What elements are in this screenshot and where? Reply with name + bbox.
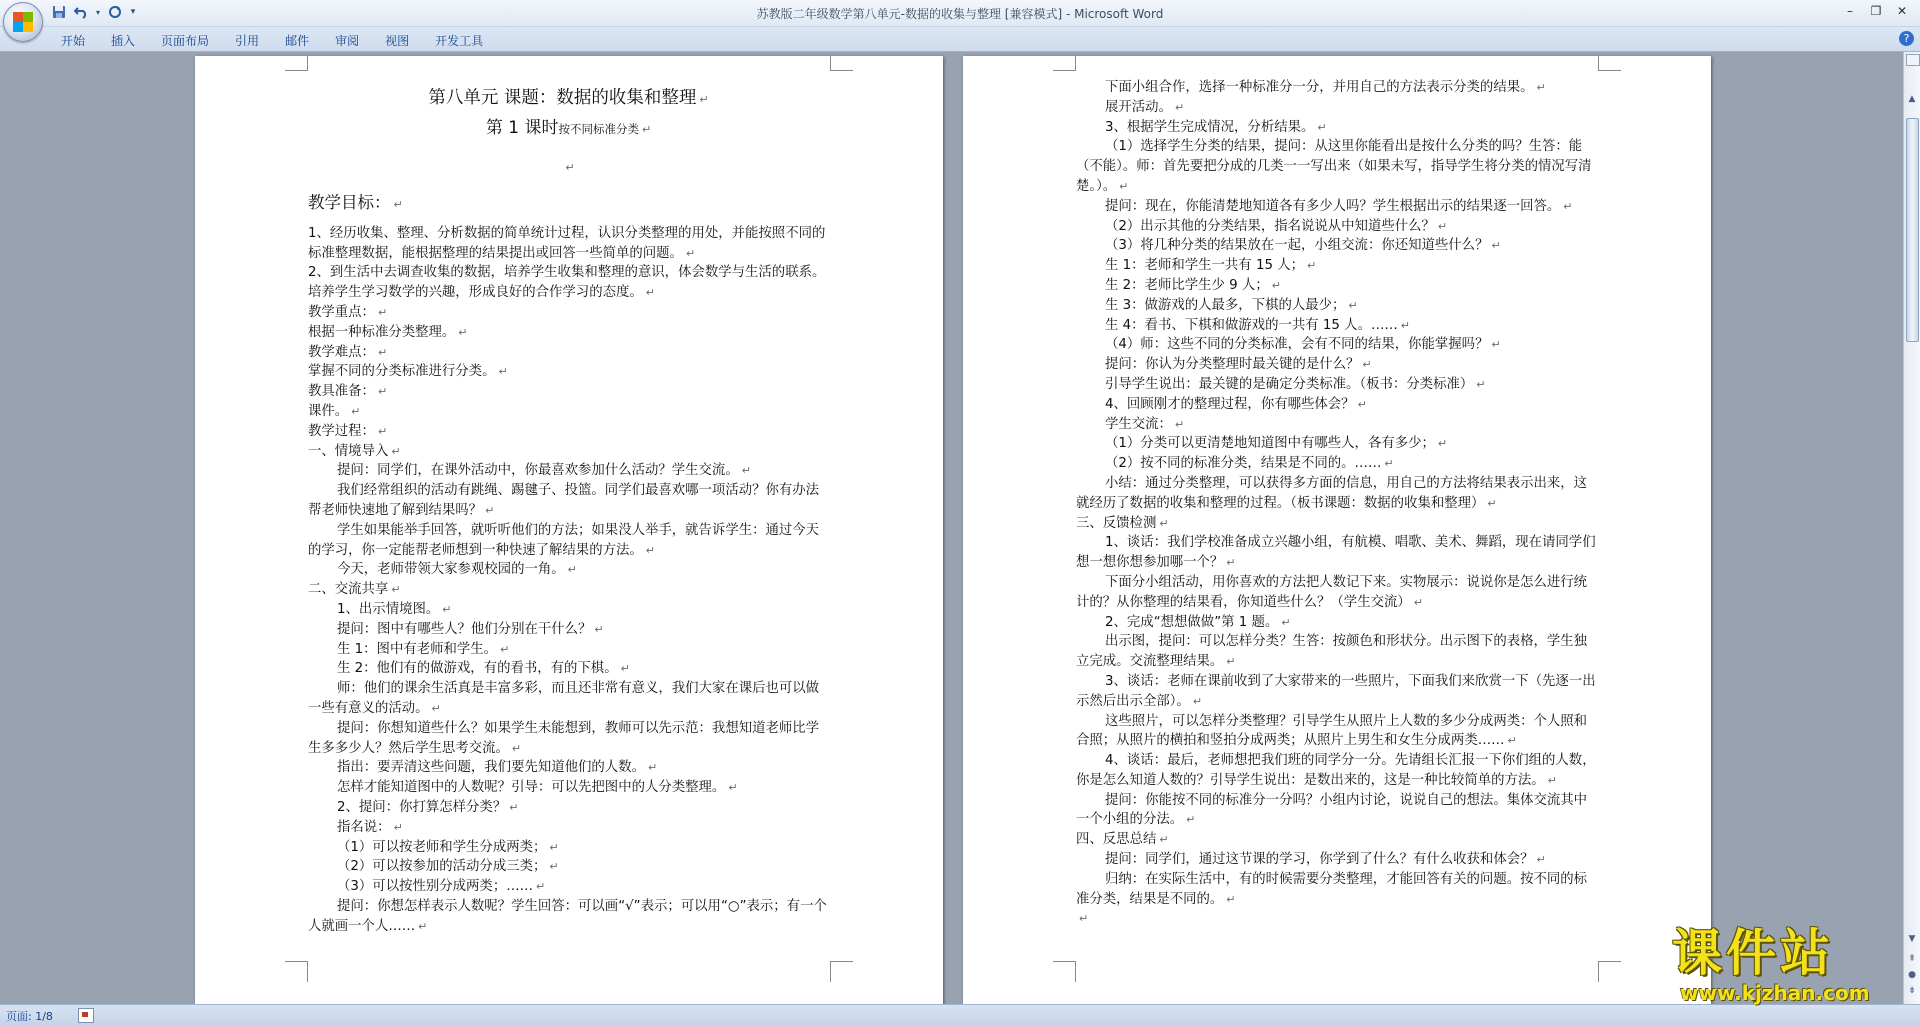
page-1-paragraphs [308,224,829,937]
paragraph-text: 2、提问：你打算怎样分类？ [337,799,507,815]
paragraph-text: 生 2：老师比学生少 9 人； [1105,277,1269,293]
paragraph-text: 生 1：老师和学生一共有 15 人； [1105,258,1305,274]
paragraph-mark-icon: ↵ [1159,833,1169,847]
customize-toolbar-icon[interactable]: ▾ [130,7,136,17]
help-icon[interactable]: ? [1899,31,1914,46]
paragraph-text: 提问：你认为分类整理时最关键的是什么？ [1105,357,1360,373]
paragraph-text: 2、完成“想想做做”第 1 题。 [1105,614,1279,630]
paragraph [1076,78,1597,98]
watermark-logo [1672,925,1908,1007]
title-bar [0,0,1920,27]
paragraph-text: 1、经历收集、整理、分析数据的简单统计过程，认识分类整理的用处，并能按照不同的标准整理数据，能根据整理的结果提出或回答一些简单的问题。 [308,225,826,261]
document-title: 苏教版二年级数学第八单元-数据的收集与整理 [兼容模式] [756,7,1063,21]
paragraph [1076,672,1597,712]
page-2-body[interactable] [1076,78,1597,929]
paragraph [1076,415,1597,435]
paragraph-text: 根据一种标准分类整理。 [308,324,456,340]
paragraph-mark-icon: ↵ [1271,278,1281,292]
paragraph [1076,514,1597,534]
page-1-body[interactable] [308,84,829,936]
paragraph-text: 我们经常组织的活动有跳绳、踢毽子、投篮。同学们最喜欢哪一项活动？你有办法帮老师快速地了解到结果吗？ [308,483,820,518]
paragraph-text: 二、交流共享 [308,582,389,598]
paragraph-mark-icon: ↵ [351,404,361,418]
paragraph-mark-icon: ↵ [500,642,510,656]
paragraph [1076,197,1597,217]
office-button-icon [13,12,33,32]
paragraph-mark-icon: ↵ [377,305,388,319]
paragraph-mark-icon: ↵ [1507,734,1517,748]
document-workspace [0,52,1904,1004]
paragraph-text: 三、反馈检测 [1076,515,1157,531]
paragraph [308,877,829,897]
paragraph-mark-icon: ↵ [1174,417,1185,431]
paragraph [308,461,829,481]
paragraph [308,679,829,719]
paragraph [1076,830,1597,850]
paragraph-mark-icon: ↵ [685,246,696,260]
paragraph [308,798,829,818]
scroll-up-icon[interactable]: ▲ [1908,94,1916,104]
paragraph-mark-icon: ↵ [1357,397,1367,411]
paragraph-mark-icon: ↵ [645,286,655,300]
objectives-heading: 教学目标： ↵ [308,192,403,212]
paragraph-text: 指名说： [337,819,391,835]
paragraph-text: （3）可以按性别分成两类；…… [337,879,533,895]
paragraph-mark-icon: ↵ [1186,813,1196,827]
paragraph-text: （2）可以按参加的活动分成三类； [337,859,547,875]
paragraph [1076,474,1597,514]
paragraph-mark-icon: ↵ [536,880,546,894]
paragraph-text: 师：他们的课余生活真是丰富多彩，而且还非常有意义，我们大家在课后也可以做一些有意义的活动。 [308,681,820,716]
tab-review[interactable]: 审阅 [335,34,360,48]
crop-mark [285,56,308,71]
crop-mark [830,961,853,982]
paragraph-text: 3、根据学生完成情况，分析结果。 [1105,119,1315,135]
paragraph-text: 出示图，提问：可以怎样分类？生答：按颜色和形状分。出示图下的表格，学生独立完成。交流整理结果。 [1076,634,1588,670]
paragraph-mark-icon: ↵ [418,919,428,933]
paragraph [308,362,829,382]
paragraph-mark-icon: ↵ [1226,556,1236,570]
paragraph-text: 引导学生说出：最关键的是确定分类标准。（板书：分类标准） [1105,376,1474,392]
paragraph-text: 学生如果能举手回答，就听听他们的方法；如果没人举手，就告诉学生：通过今天的学习，你一定能帮老师想到一种快速了解结果的方法。 [308,522,820,558]
paragraph-text: 下面小组合作，选择一种标准分一分，并用自己的方法表示分类的结果。 [1105,80,1534,95]
paragraph-mark-icon: ↵ [393,820,403,834]
paragraph-text: （1）可以按老师和学生分成两类； [337,839,547,855]
tab-references[interactable]: 引用 [235,34,260,48]
paragraph [308,838,829,858]
app-name: Microsoft Word [1074,7,1164,21]
restore-icon[interactable]: ❐ [1870,4,1882,18]
title-separator: - [1062,7,1075,21]
paragraph-mark-icon: ↵ [645,543,655,557]
paragraph-text: （2）按不同的标准分类，结果是不同的。…… [1105,456,1382,472]
paragraph-text: 一、情境导入 [308,443,389,459]
status-bar [0,1004,1920,1026]
paragraph-mark-icon: ↵ [647,761,658,775]
paragraph [308,442,829,462]
paragraph-mark-icon: ↵ [1317,120,1327,134]
paragraph-mark-icon: ↵ [1192,694,1203,708]
paragraph [308,758,829,778]
paragraph-text: （1）选择学生分类的结果，提问：从这里你能看出是按什么分类的吗？生答：能（不能）。师：首先要把分成的几类一一写出来（如果未写，指导学生将分类的情况写清楚。）。 [1076,139,1592,194]
paragraph-mark-icon: ↵ [1348,298,1358,312]
paragraph-mark-icon: ↵ [1079,912,1089,926]
proofing-icon[interactable] [78,1008,94,1023]
paragraph-mark-icon: ↵ [1400,318,1410,332]
paragraph [1076,712,1597,752]
paragraph-mark-icon: ↵ [1281,615,1291,629]
paragraph-mark-icon: ↵ [485,503,495,517]
close-icon[interactable]: ✕ [1896,4,1908,18]
tab-developer[interactable]: 开发工具 [435,34,484,48]
browse-object-icon[interactable]: ● [1908,970,1916,980]
paragraph [308,303,829,323]
paragraph [1076,137,1597,196]
paragraph [308,481,829,521]
page-count-indicator[interactable]: 页面: 1/8 [6,1010,53,1023]
paragraph [308,323,829,343]
paragraph-mark-icon: ↵ [1226,655,1236,669]
paragraph-text: 这些照片，可以怎样分类整理？引导学生从照片上人数的多少分成两类：个人照和合照；从照片的横拍和竖拍分成两类；从照片上男生和女生分成两类…… [1076,713,1588,749]
paragraph-mark-icon: ↵ [567,563,577,577]
paragraph-mark-icon: ↵ [1536,81,1546,94]
paragraph [1076,118,1597,138]
paragraph-mark-icon: ↵ [511,741,522,755]
paragraph [1076,217,1597,237]
ribbon-tabs [48,30,496,51]
paragraph-text: 提问：图中有哪些人？他们分别在干什么？ [337,621,592,637]
paragraph-mark-icon: ↵ [377,424,388,438]
crop-mark [1598,961,1621,982]
paragraph-mark-icon: ↵ [1536,853,1546,867]
paragraph-text: （1）分类可以更清楚地知道图中有哪些人，各有多少； [1105,436,1435,452]
paragraph-mark-icon: ↵ [1547,773,1557,787]
paragraph-text: 2、到生活中去调查收集的数据，培养学生收集和整理的意识，体会数学与生活的联系。培养学生学习数学的兴趣，形成良好的合作学习的态度。 [308,265,826,301]
paragraph [1076,276,1597,296]
unit-title: 第八单元 课题：数据的收集和整理 ↵ [428,88,709,108]
paragraph-text: 掌握不同的分类标准进行分类。 [308,364,496,380]
paragraph [1076,434,1597,454]
paragraph [1076,256,1597,276]
paragraph-text: 1、谈话：我们学校准备成立兴趣小组，有航模、唱歌、美术、舞蹈，现在请同学们想一想你想参加哪一个？ [1076,535,1596,571]
crop-mark [285,961,308,982]
document-page-2[interactable] [963,56,1711,1004]
paragraph-text: 今天，老师带领大家参观校园的一角。 [337,562,565,578]
paragraph-text: 展开活动。 [1105,99,1172,115]
paragraph [308,620,829,640]
paragraph-mark-icon: ↵ [458,325,468,339]
ruler-toggle-icon[interactable] [1906,54,1920,66]
paragraph-mark-icon: ↵ [377,385,388,399]
paragraph-text: 生 2：他们有的做游戏，有的看书，有的下棋。 [337,661,618,677]
paragraph-mark-icon: ↵ [1476,377,1486,391]
paragraph [1076,909,1597,929]
page-2-paragraphs [1076,78,1597,929]
paragraph-text: 提问：你想知道些什么？如果学生未能想到，教师可以先示范：我想知道老师比学生多多少人？然后学生思考交流。 [308,720,820,756]
paragraph-mark-icon: ↵ [1563,199,1573,213]
crop-mark [1053,56,1076,71]
paragraph [1076,850,1597,870]
paragraph [1076,791,1597,831]
paragraph [308,778,829,798]
paragraph-text: 教具准备： [308,384,375,400]
paragraph-mark-icon: ↵ [549,840,559,854]
crop-mark [1598,56,1621,71]
paragraph [308,560,829,580]
paragraph [308,719,829,759]
paragraph [1076,98,1597,118]
paragraph-mark-icon: ↵ [509,800,519,814]
tab-view[interactable]: 视图 [385,34,410,48]
paragraph-mark-icon: ↵ [391,444,401,458]
paragraph-mark-icon: ↵ [1159,516,1169,530]
paragraph [1076,613,1597,633]
paragraph [1076,296,1597,316]
paragraph [1076,316,1597,336]
paragraph [308,580,829,600]
paragraph-mark-icon: ↵ [1491,338,1501,352]
document-page-1[interactable] [195,56,943,1004]
paragraph [308,857,829,877]
paragraph-mark-icon: ↵ [1119,179,1129,193]
paragraph [1076,870,1597,910]
paragraph-mark-icon: ↵ [431,701,441,715]
paragraph [1076,454,1597,474]
minimize-icon[interactable]: – [1847,4,1853,18]
paragraph-mark-icon: ↵ [594,622,604,636]
paragraph [308,382,829,402]
crop-mark [830,56,853,71]
paragraph [308,402,829,422]
paragraph-text: 3、谈话：老师在课前收到了大家带来的一些照片，下面我们来欣赏一下（先逐一出示然后出示全部）。 [1076,673,1596,709]
next-page-icon[interactable]: ⇟ [1908,986,1916,996]
paragraph-mark-icon: ↵ [1174,100,1185,114]
paragraph [308,422,829,442]
vertical-scrollbar[interactable] [1903,52,1920,1004]
window-controls [1838,2,1914,20]
empty-paragraph: ↵ [565,161,575,174]
paragraph-mark-icon: ↵ [620,662,630,676]
tab-insert[interactable]: 插入 [111,34,136,48]
paragraph-mark-icon: ↵ [549,860,559,874]
paragraph-text: 4、回顾刚才的整理过程，你有哪些体会？ [1105,396,1355,412]
paragraph-mark-icon: ↵ [1307,259,1317,273]
tab-page-layout[interactable]: 页面布局 [161,34,210,48]
paragraph-mark-icon: ↵ [1226,892,1236,906]
paragraph-mark-icon: ↵ [1437,437,1448,451]
paragraph-text: （3）将几种分类的结果放在一起，小组交流：你还知道些什么？ [1105,238,1489,254]
paragraph-mark-icon: ↵ [728,781,738,795]
paragraph-mark-icon: ↵ [741,464,751,478]
paragraph [1076,573,1597,613]
paragraph [1076,533,1597,573]
paragraph-text: 归纳：在实际生活中，有的时候需要分类整理，才能回答有关的问题。按不同的标准分类，结果是不同的。 [1076,871,1588,907]
paragraph-text: 教学重点： [308,304,375,320]
paragraph-text: 教学过程： [308,423,375,439]
paragraph-text: 学生交流： [1105,416,1172,432]
paragraph-mark-icon: ↵ [391,583,401,597]
paragraph-text: 下面分小组活动，用你喜欢的方法把人数记下来。实物展示：说说你是怎么进行统计的？从你整理的结果看，你知道些什么？（学生交流） [1076,574,1588,610]
paragraph [1076,236,1597,256]
paragraph-mark-icon: ↵ [1437,219,1448,233]
paragraph-text: 生 4：看书、下棋和做游戏的一共有 15 人。…… [1105,317,1398,333]
paragraph [308,343,829,363]
paragraph [308,600,829,620]
paragraph [308,897,829,937]
paragraph [1076,375,1597,395]
paragraph-mark-icon: ↵ [1362,358,1372,372]
paragraph [308,818,829,838]
paragraph-mark-icon: ↵ [1384,457,1394,471]
watermark-brand: 课件站 [1672,924,1834,982]
paragraph-text: （2）出示其他的分类结果，指名说说从中知道些什么？ [1105,218,1435,234]
paragraph [308,224,829,264]
paragraph [1076,632,1597,672]
paragraph [1076,751,1597,791]
paragraph-text: 生 1：图中有老师和学生。 [337,641,498,657]
paragraph [308,640,829,660]
chevron-down-icon[interactable]: ▾ [95,7,100,17]
previous-page-icon[interactable]: ⇞ [1908,954,1916,964]
paragraph-text: 指出：要弄清这些问题，我们要先知道他们的人数。 [337,760,645,776]
paragraph-text: 怎样才能知道图中的人数呢？引导：可以先把图中的人分类整理。 [337,780,726,796]
tab-home[interactable]: 开始 [61,34,86,48]
paragraph-mark-icon: ↵ [442,602,452,616]
lesson-title: 第 1 课时按不同标准分类 ↵ [485,118,652,138]
office-button[interactable] [3,2,43,42]
paragraph-text: 生 3：做游戏的人最多，下棋的人最少； [1105,297,1346,313]
paragraph [308,521,829,561]
paragraph [308,659,829,679]
paragraph-mark-icon: ↵ [498,365,508,379]
paragraph-text: 4、谈话：最后，老师想把我们班的同学分一分。先请组长汇报一下你们组的人数，你是怎么知道人数的？引导学生说出：是数出来的，这是一种比较简单的方法。 [1076,753,1596,788]
paragraph-text: 四、反思总结 [1076,832,1157,848]
paragraph-text: 提问：你想怎样表示人数呢？学生回答：可以画“√”表示；可以用“○”表示；有一个人就画一个人…… [308,898,827,934]
ribbon-tab-bar [0,27,1920,52]
paragraph [1076,335,1597,355]
paragraph [1076,355,1597,375]
paragraph-text: 1、出示情境图。 [337,601,440,617]
paragraph-text: 提问：现在，你能清楚地知道各有多少人吗？学生根据出示的结果逐一回答。 [1105,198,1561,214]
paragraph-text: 课件。 [308,403,349,419]
tab-mailings[interactable]: 邮件 [285,34,310,48]
paragraph [1076,395,1597,415]
scroll-thumb[interactable] [1906,118,1919,342]
paragraph-mark-icon: ↵ [1491,239,1501,253]
paragraph-text: （4）师：这些不同的分类标准，会有不同的结果，你能掌握吗？ [1105,337,1489,353]
scroll-down-icon[interactable]: ▼ [1908,934,1916,944]
paragraph-text: 小结：通过分类整理，可以获得多方面的信息，用自己的方法将结果表示出来，这就经历了数据的收集和整理的过程。（板书课题：数据的收集和整理） [1076,475,1588,511]
paragraph-mark-icon: ↵ [1487,496,1497,510]
paragraph-text: 提问：你能按不同的标准分一分吗？小组内讨论，说说自己的想法。集体交流其中一个小组的分法。 [1076,792,1588,828]
paragraph-text: 提问：同学们，在课外活动中，你最喜欢参加什么活动？学生交流。 [337,463,739,479]
paragraph-text: 提问：同学们，通过这节课的学习，你学到了什么？有什么收获和体会？ [1105,852,1534,868]
paragraph-text: 教学难点： [308,344,375,360]
crop-mark [1053,961,1076,982]
paragraph-mark-icon: ↵ [1413,595,1423,609]
window-title [0,5,1920,22]
watermark-url: www.kjzhan.com [1680,981,1870,1005]
paragraph-mark-icon: ↵ [377,345,388,359]
paragraph [308,263,829,303]
